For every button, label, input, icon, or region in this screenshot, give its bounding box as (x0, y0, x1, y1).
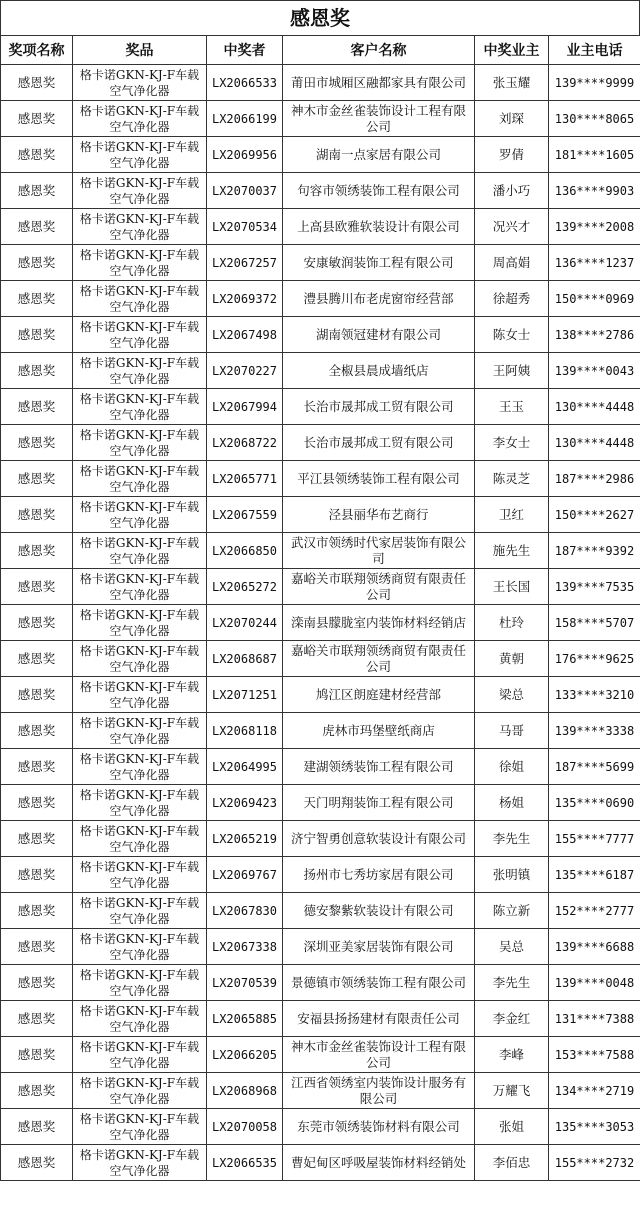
cell-customer: 虎林市玛堡壁纸商店 (283, 713, 475, 749)
cell-customer: 安康敏润装饰工程有限公司 (283, 245, 475, 281)
cell-owner: 潘小巧 (475, 173, 549, 209)
cell-customer: 济宁智勇创意软装设计有限公司 (283, 821, 475, 857)
cell-customer: 神木市金丝雀装饰设计工程有限公司 (283, 1037, 475, 1073)
cell-phone: 139****0043 (549, 353, 640, 389)
cell-phone: 133****3210 (549, 677, 640, 713)
cell-phone: 176****9625 (549, 641, 640, 677)
table-row (1, 245, 640, 281)
cell-customer: 鸠江区朗庭建材经营部 (283, 677, 475, 713)
cell-prize: 格卡诺GKN-KJ-F车载空气净化器 (73, 497, 207, 533)
cell-phone: 139****3338 (549, 713, 640, 749)
cell-prize: 格卡诺GKN-KJ-F车载空气净化器 (73, 857, 207, 893)
cell-award: 感恩奖 (1, 677, 73, 713)
cell-prize: 格卡诺GKN-KJ-F车载空气净化器 (73, 677, 207, 713)
cell-winner: LX2065219 (207, 821, 283, 857)
cell-owner: 吴总 (475, 929, 549, 965)
cell-owner: 马哥 (475, 713, 549, 749)
cell-prize: 格卡诺GKN-KJ-F车载空气净化器 (73, 965, 207, 1001)
cell-customer: 上高县欧雅软装设计有限公司 (283, 209, 475, 245)
table-body (1, 65, 640, 1181)
cell-award: 感恩奖 (1, 209, 73, 245)
cell-winner: LX2065272 (207, 569, 283, 605)
cell-prize: 格卡诺GKN-KJ-F车载空气净化器 (73, 281, 207, 317)
table-row (1, 1037, 640, 1073)
cell-winner: LX2064995 (207, 749, 283, 785)
header-phone: 业主电话 (549, 36, 640, 65)
table-row (1, 1073, 640, 1109)
cell-winner: LX2067830 (207, 893, 283, 929)
header-row (1, 36, 640, 65)
table-row (1, 677, 640, 713)
cell-customer: 莆田市城厢区融都家具有限公司 (283, 65, 475, 101)
cell-owner: 陈女士 (475, 317, 549, 353)
cell-customer: 景德镇市领绣装饰工程有限公司 (283, 965, 475, 1001)
cell-prize: 格卡诺GKN-KJ-F车载空气净化器 (73, 821, 207, 857)
cell-customer: 嘉峪关市联翔领绣商贸有限责任公司 (283, 569, 475, 605)
table-row (1, 929, 640, 965)
cell-owner: 张玉耀 (475, 65, 549, 101)
table-row (1, 1001, 640, 1037)
cell-winner: LX2071251 (207, 677, 283, 713)
cell-customer: 平江县领绣装饰工程有限公司 (283, 461, 475, 497)
cell-owner: 罗倩 (475, 137, 549, 173)
cell-customer: 建湖领绣装饰工程有限公司 (283, 749, 475, 785)
cell-phone: 139****2008 (549, 209, 640, 245)
table-row (1, 101, 640, 137)
cell-prize: 格卡诺GKN-KJ-F车载空气净化器 (73, 1073, 207, 1109)
table-row (1, 65, 640, 101)
cell-winner: LX2065885 (207, 1001, 283, 1037)
cell-prize: 格卡诺GKN-KJ-F车载空气净化器 (73, 641, 207, 677)
cell-owner: 李金红 (475, 1001, 549, 1037)
cell-phone: 130****4448 (549, 425, 640, 461)
cell-customer: 天门明翔装饰工程有限公司 (283, 785, 475, 821)
cell-award: 感恩奖 (1, 1145, 73, 1181)
cell-phone: 152****2777 (549, 893, 640, 929)
cell-phone: 135****6187 (549, 857, 640, 893)
cell-prize: 格卡诺GKN-KJ-F车载空气净化器 (73, 173, 207, 209)
table-row (1, 965, 640, 1001)
cell-winner: LX2070539 (207, 965, 283, 1001)
cell-prize: 格卡诺GKN-KJ-F车载空气净化器 (73, 425, 207, 461)
cell-prize: 格卡诺GKN-KJ-F车载空气净化器 (73, 1109, 207, 1145)
cell-award: 感恩奖 (1, 533, 73, 569)
cell-customer: 东莞市领绣装饰材料有限公司 (283, 1109, 475, 1145)
cell-winner: LX2066533 (207, 65, 283, 101)
table-row (1, 713, 640, 749)
cell-award: 感恩奖 (1, 713, 73, 749)
cell-prize: 格卡诺GKN-KJ-F车载空气净化器 (73, 353, 207, 389)
cell-phone: 135****3053 (549, 1109, 640, 1145)
table-row (1, 533, 640, 569)
cell-winner: LX2065771 (207, 461, 283, 497)
cell-winner: LX2067994 (207, 389, 283, 425)
cell-award: 感恩奖 (1, 965, 73, 1001)
cell-owner: 李佰忠 (475, 1145, 549, 1181)
cell-customer: 嘉峪关市联翔领绣商贸有限责任公司 (283, 641, 475, 677)
table-row (1, 857, 640, 893)
table-row (1, 1145, 640, 1181)
cell-customer: 神木市金丝雀装饰设计工程有限公司 (283, 101, 475, 137)
cell-prize: 格卡诺GKN-KJ-F车载空气净化器 (73, 65, 207, 101)
cell-owner: 杜玲 (475, 605, 549, 641)
cell-award: 感恩奖 (1, 749, 73, 785)
cell-customer: 全椒县晨成墙纸店 (283, 353, 475, 389)
cell-phone: 130****4448 (549, 389, 640, 425)
table-row (1, 173, 640, 209)
cell-award: 感恩奖 (1, 281, 73, 317)
cell-winner: LX2069767 (207, 857, 283, 893)
cell-winner: LX2068118 (207, 713, 283, 749)
cell-customer: 曹妃甸区呼吸屋装饰材料经销处 (283, 1145, 475, 1181)
cell-winner: LX2069423 (207, 785, 283, 821)
table-row (1, 461, 640, 497)
cell-award: 感恩奖 (1, 245, 73, 281)
cell-phone: 139****9999 (549, 65, 640, 101)
cell-owner: 李峰 (475, 1037, 549, 1073)
cell-customer: 长治市晟邦成工贸有限公司 (283, 425, 475, 461)
cell-owner: 李先生 (475, 965, 549, 1001)
cell-prize: 格卡诺GKN-KJ-F车载空气净化器 (73, 245, 207, 281)
cell-phone: 136****1237 (549, 245, 640, 281)
cell-award: 感恩奖 (1, 1037, 73, 1073)
cell-owner: 张姐 (475, 1109, 549, 1145)
cell-owner: 王玉 (475, 389, 549, 425)
cell-award: 感恩奖 (1, 569, 73, 605)
cell-award: 感恩奖 (1, 353, 73, 389)
cell-phone: 181****1605 (549, 137, 640, 173)
cell-phone: 134****2719 (549, 1073, 640, 1109)
table-row (1, 317, 640, 353)
cell-customer: 长治市晟邦成工贸有限公司 (283, 389, 475, 425)
cell-owner: 李女士 (475, 425, 549, 461)
cell-owner: 万耀飞 (475, 1073, 549, 1109)
table-row (1, 281, 640, 317)
header-winner: 中奖者 (207, 36, 283, 65)
cell-phone: 136****9903 (549, 173, 640, 209)
cell-prize: 格卡诺GKN-KJ-F车载空气净化器 (73, 749, 207, 785)
cell-phone: 187****5699 (549, 749, 640, 785)
cell-winner: LX2069372 (207, 281, 283, 317)
table-row (1, 641, 640, 677)
cell-award: 感恩奖 (1, 137, 73, 173)
cell-prize: 格卡诺GKN-KJ-F车载空气净化器 (73, 893, 207, 929)
cell-winner: LX2068687 (207, 641, 283, 677)
header-award: 奖项名称 (1, 36, 73, 65)
cell-phone: 130****8065 (549, 101, 640, 137)
cell-customer: 武汉市领绣时代家居装饰有限公司 (283, 533, 475, 569)
table-row (1, 389, 640, 425)
sheet-title: 感恩奖 (0, 0, 640, 35)
cell-prize: 格卡诺GKN-KJ-F车载空气净化器 (73, 1037, 207, 1073)
cell-phone: 138****2786 (549, 317, 640, 353)
cell-winner: LX2070244 (207, 605, 283, 641)
cell-customer: 德安黎紫软装设计有限公司 (283, 893, 475, 929)
cell-award: 感恩奖 (1, 317, 73, 353)
table-row (1, 821, 640, 857)
cell-prize: 格卡诺GKN-KJ-F车载空气净化器 (73, 569, 207, 605)
cell-owner: 陈灵芝 (475, 461, 549, 497)
cell-prize: 格卡诺GKN-KJ-F车载空气净化器 (73, 209, 207, 245)
cell-award: 感恩奖 (1, 785, 73, 821)
cell-prize: 格卡诺GKN-KJ-F车载空气净化器 (73, 929, 207, 965)
cell-customer: 江西省领绣室内装饰设计服务有限公司 (283, 1073, 475, 1109)
cell-award: 感恩奖 (1, 605, 73, 641)
cell-owner: 陈立新 (475, 893, 549, 929)
cell-award: 感恩奖 (1, 425, 73, 461)
cell-phone: 139****0048 (549, 965, 640, 1001)
cell-customer: 句容市领绣装饰工程有限公司 (283, 173, 475, 209)
cell-prize: 格卡诺GKN-KJ-F车载空气净化器 (73, 101, 207, 137)
cell-award: 感恩奖 (1, 1109, 73, 1145)
cell-winner: LX2067498 (207, 317, 283, 353)
cell-award: 感恩奖 (1, 929, 73, 965)
cell-owner: 黄朝 (475, 641, 549, 677)
cell-owner: 张明镇 (475, 857, 549, 893)
cell-phone: 150****0969 (549, 281, 640, 317)
table-row (1, 569, 640, 605)
cell-winner: LX2068722 (207, 425, 283, 461)
cell-owner: 梁总 (475, 677, 549, 713)
table-row (1, 353, 640, 389)
table-row (1, 137, 640, 173)
cell-winner: LX2068968 (207, 1073, 283, 1109)
table-row (1, 1109, 640, 1145)
cell-owner: 徐姐 (475, 749, 549, 785)
cell-phone: 155****2732 (549, 1145, 640, 1181)
cell-award: 感恩奖 (1, 821, 73, 857)
cell-phone: 139****7535 (549, 569, 640, 605)
table-row (1, 497, 640, 533)
cell-phone: 131****7388 (549, 1001, 640, 1037)
cell-owner: 卫红 (475, 497, 549, 533)
cell-winner: LX2067559 (207, 497, 283, 533)
cell-prize: 格卡诺GKN-KJ-F车载空气净化器 (73, 533, 207, 569)
table-row (1, 749, 640, 785)
cell-winner: LX2070058 (207, 1109, 283, 1145)
cell-winner: LX2066199 (207, 101, 283, 137)
table-row (1, 425, 640, 461)
cell-award: 感恩奖 (1, 641, 73, 677)
cell-award: 感恩奖 (1, 389, 73, 425)
cell-owner: 李先生 (475, 821, 549, 857)
cell-customer: 湖南领冠建材有限公司 (283, 317, 475, 353)
cell-phone: 150****2627 (549, 497, 640, 533)
cell-customer: 滦南县朦胧室内装饰材料经销店 (283, 605, 475, 641)
cell-winner: LX2066850 (207, 533, 283, 569)
cell-customer: 澧县腾川布老虎窗帘经营部 (283, 281, 475, 317)
cell-award: 感恩奖 (1, 101, 73, 137)
cell-prize: 格卡诺GKN-KJ-F车载空气净化器 (73, 137, 207, 173)
cell-customer: 安福县扬扬建材有限责任公司 (283, 1001, 475, 1037)
table-row (1, 209, 640, 245)
cell-owner: 周高娟 (475, 245, 549, 281)
cell-owner: 况兴才 (475, 209, 549, 245)
cell-winner: LX2069956 (207, 137, 283, 173)
cell-phone: 187****9392 (549, 533, 640, 569)
cell-customer: 深圳亚美家居装饰有限公司 (283, 929, 475, 965)
cell-prize: 格卡诺GKN-KJ-F车载空气净化器 (73, 389, 207, 425)
cell-customer: 扬州市七秀坊家居有限公司 (283, 857, 475, 893)
winners-table (0, 35, 640, 1181)
cell-phone: 139****6688 (549, 929, 640, 965)
cell-owner: 王长国 (475, 569, 549, 605)
table-row (1, 893, 640, 929)
table-row (1, 785, 640, 821)
cell-winner: LX2066205 (207, 1037, 283, 1073)
cell-customer: 泾县丽华布艺商行 (283, 497, 475, 533)
cell-customer: 湖南一点家居有限公司 (283, 137, 475, 173)
header-customer: 客户名称 (283, 36, 475, 65)
cell-award: 感恩奖 (1, 497, 73, 533)
cell-award: 感恩奖 (1, 1073, 73, 1109)
cell-owner: 杨姐 (475, 785, 549, 821)
cell-owner: 王阿姨 (475, 353, 549, 389)
cell-phone: 153****7588 (549, 1037, 640, 1073)
table-row (1, 605, 640, 641)
cell-phone: 158****5707 (549, 605, 640, 641)
cell-award: 感恩奖 (1, 461, 73, 497)
cell-award: 感恩奖 (1, 857, 73, 893)
cell-winner: LX2067338 (207, 929, 283, 965)
cell-owner: 施先生 (475, 533, 549, 569)
cell-phone: 187****2986 (549, 461, 640, 497)
cell-winner: LX2070534 (207, 209, 283, 245)
cell-winner: LX2067257 (207, 245, 283, 281)
cell-prize: 格卡诺GKN-KJ-F车载空气净化器 (73, 461, 207, 497)
cell-prize: 格卡诺GKN-KJ-F车载空气净化器 (73, 1145, 207, 1181)
cell-prize: 格卡诺GKN-KJ-F车载空气净化器 (73, 1001, 207, 1037)
cell-winner: LX2070037 (207, 173, 283, 209)
cell-award: 感恩奖 (1, 65, 73, 101)
cell-winner: LX2070227 (207, 353, 283, 389)
cell-phone: 135****0690 (549, 785, 640, 821)
cell-prize: 格卡诺GKN-KJ-F车载空气净化器 (73, 605, 207, 641)
cell-award: 感恩奖 (1, 893, 73, 929)
cell-award: 感恩奖 (1, 1001, 73, 1037)
cell-prize: 格卡诺GKN-KJ-F车载空气净化器 (73, 713, 207, 749)
cell-owner: 徐超秀 (475, 281, 549, 317)
cell-phone: 155****7777 (549, 821, 640, 857)
cell-prize: 格卡诺GKN-KJ-F车载空气净化器 (73, 317, 207, 353)
header-prize: 奖品 (73, 36, 207, 65)
cell-award: 感恩奖 (1, 173, 73, 209)
cell-owner: 刘琛 (475, 101, 549, 137)
header-owner: 中奖业主 (475, 36, 549, 65)
cell-prize: 格卡诺GKN-KJ-F车载空气净化器 (73, 785, 207, 821)
cell-winner: LX2066535 (207, 1145, 283, 1181)
